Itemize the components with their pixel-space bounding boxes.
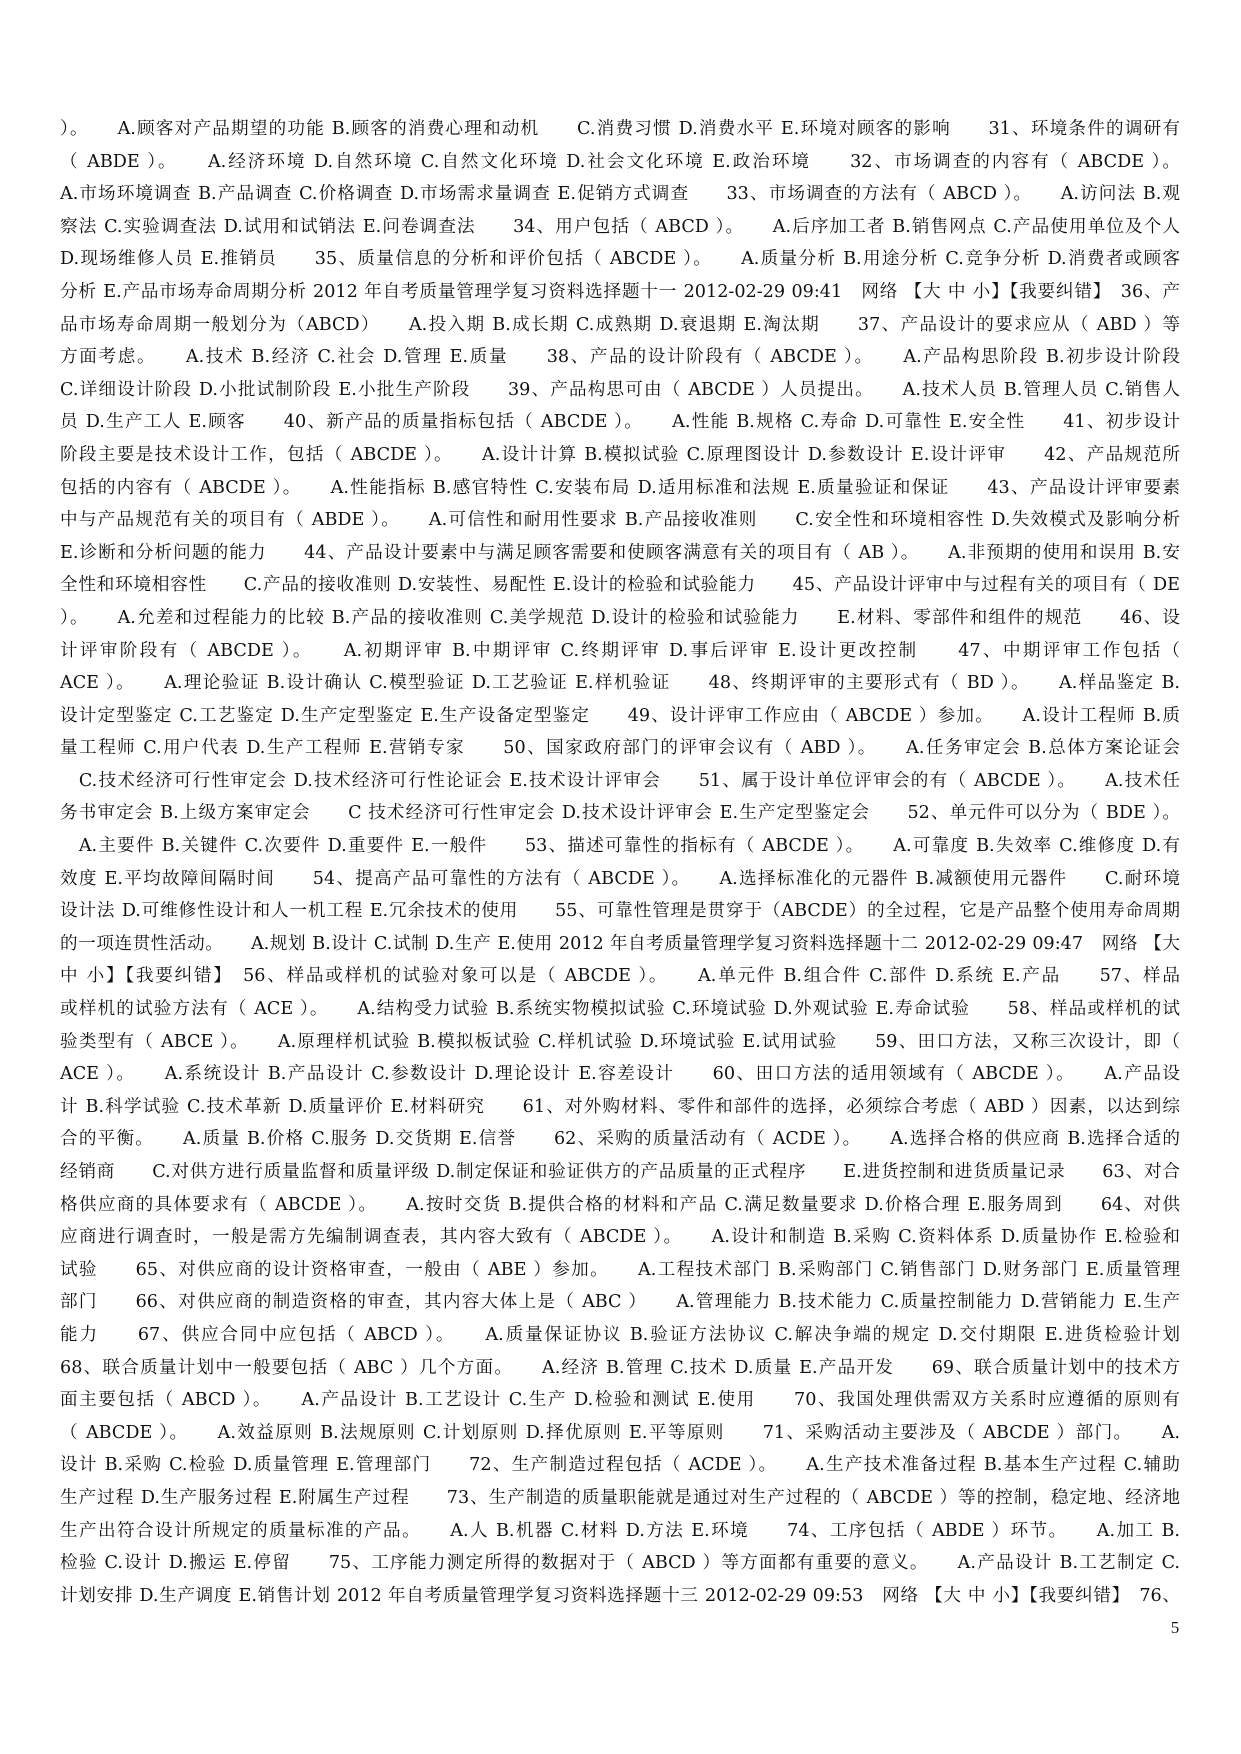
text-line: C.详细设计阶段 D.小批试制阶段 E.小批生产阶段 39、产品构思可由（ ABCDE ）人员提出。 A.技术人员 B.管理人员 C.销售人 bbox=[60, 379, 1180, 400]
text-line: ACE ）。 A.系统设计 B.产品设计 C.参数设计 D.理论设计 E.容差设计 60、田口方法的适用领域有（ ABCDE ）。 A.产品设 bbox=[60, 1064, 1180, 1085]
text-line: E.诊断和分析问题的能力 44、产品设计要素中与满足顾客需要和使顾客满意有关的项目有（ AB ）。 A.非预期的使用和误用 B.安 bbox=[60, 542, 1180, 563]
text-line: 计 B.科学试验 C.技术革新 D.质量评价 E.材料研究 61、对外购材料、零件和部件的选择，必须综合考虑（ ABD ）因素，以达到综 bbox=[60, 1096, 1180, 1117]
body-text bbox=[60, 113, 1180, 1612]
text-line: 检验 C.设计 D.搬运 E.停留 75、工序能力测定所得的数据对于（ ABCD ）等方面都有重要的意义。 A.产品设计 B.工艺制定 C. bbox=[60, 1553, 1180, 1574]
text-line: 员 D.生产工人 E.顾客 40、新产品的质量指标包括（ ABCDE ）。 A.性能 B.规格 C.寿命 D.可靠性 E.安全性 41、初步设计 bbox=[60, 412, 1180, 433]
page-number: 5 bbox=[1170, 1618, 1180, 1637]
text-line: ）。 A.允差和过程能力的比较 B.产品的接收准则 C.美学规范 D.设计的检验和试验能力 E.材料、零部件和组件的规范 46、设 bbox=[60, 607, 1180, 628]
text-line: 应商进行调查时，一般是需方先编制调查表，其内容大致有（ ABCDE ）。 A.设计和制造 B.采购 C.资料体系 D.质量协作 E.检验和 bbox=[60, 1227, 1180, 1248]
text-line: 面主要包括（ ABCD ）。 A.产品设计 B.工艺设计 C.生产 D.检验和测试 E.使用 70、我国处理供需双方关系时应遵循的原则有 bbox=[60, 1390, 1180, 1411]
text-line: 能力 67、供应合同中应包括（ ABCD ）。 A.质量保证协议 B.验证方法协议 C.解决争端的规定 D.交付期限 E.进货检验计划 bbox=[60, 1324, 1180, 1345]
text-line: 包括的内容有（ ABCDE ）。 A.性能指标 B.感官特性 C.安装布局 D.适用标准和法规 E.质量验证和保证 43、产品设计评审要素 bbox=[60, 477, 1180, 498]
text-line: （ ABDE ）。 A.经济环境 D.自然环境 C.自然文化环境 D.社会文化环境 E.政治环境 32、市场调查的内容有（ ABCDE ）。 bbox=[60, 151, 1180, 172]
text-line: 设计法 D.可维修性设计和人一机工程 E.冗余技术的使用 55、可靠性管理是贯穿于（ABCDE）的全过程，它是产品整个使用寿命周期 bbox=[60, 901, 1180, 922]
text-line: 验类型有（ ABCE ）。 A.原理样机试验 B.模拟板试验 C.样机试验 D.环境试验 E.试用试验 59、田口方法，又称三次设计，即（ bbox=[60, 1031, 1180, 1052]
text-line: 的一项连贯性活动。 A.规划 B.设计 C.试制 D.生产 E.使用 2012 年自考质量管理学复习资料选择题十二 2012-02-29 09:47 网络 【大 bbox=[60, 933, 1180, 954]
text-line: 分析 E.产品市场寿命周期分析 2012 年自考质量管理学复习资料选择题十一 2012-02-29 09:41 网络 【大 中 小】【我要纠错】 36、产 bbox=[60, 281, 1180, 302]
text-line: 68、联合质量计划中一般要包括（ ABC ）几个方面。 A.经济 B.管理 C.技术 D.质量 E.产品开发 69、联合质量计划中的技术方 bbox=[60, 1357, 1180, 1378]
text-line: 设计定型鉴定 C.工艺鉴定 D.生产定型鉴定 E.生产设备定型鉴定 49、设计评审工作应由（ ABCDE ）参加。 A.设计工程师 B.质 bbox=[60, 705, 1180, 726]
text-line: A.主要件 B.关键件 C.次要件 D.重要件 E.一般件 53、描述可靠性的指标有（ ABCDE ）。 A.可靠度 B.失效率 C.维修度 D.有 bbox=[60, 836, 1180, 857]
text-line: 部门 66、对供应商的制造资格的审查，其内容大体上是（ ABC ） A.管理能力 B.技术能力 C.质量控制能力 D.营销能力 E.生产 bbox=[60, 1292, 1180, 1313]
text-line: C.技术经济可行性审定会 D.技术经济可行性论证会 E.技术设计评审会 51、属于设计单位评审会的有（ ABCDE ）。 A.技术任 bbox=[60, 770, 1180, 791]
text-line: 全性和环境相容性 C.产品的接收准则 D.安装性、易配性 E.设计的检验和试验能力 45、产品设计评审中与过程有关的项目有（ DE bbox=[60, 575, 1180, 596]
text-line: 阶段主要是技术设计工作，包括（ ABCDE ）。 A.设计计算 B.模拟试验 C.原理图设计 D.参数设计 E.设计评审 42、产品规范所 bbox=[60, 444, 1180, 465]
text-line: A.市场环境调查 B.产品调查 C.价格调查 D.市场需求量调查 E.促销方式调查 33、市场调查的方法有（ ABCD ）。 A.访问法 B.观 bbox=[60, 184, 1180, 205]
text-line: （ ABCDE ）。 A.效益原则 B.法规原则 C.计划原则 D.择优原则 E.平等原则 71、采购活动主要涉及（ ABCDE ）部门。 A. bbox=[60, 1422, 1180, 1443]
text-line: 或样机的试验方法有（ ACE ）。 A.结构受力试验 B.系统实物模拟试验 C.环境试验 D.外观试验 E.寿命试验 58、样品或样机的试 bbox=[60, 999, 1180, 1020]
text-line: D.现场维修人员 E.推销员 35、质量信息的分析和评价包括（ ABCDE ）。 A.质量分析 B.用途分析 C.竞争分析 D.消费者或顾客 bbox=[60, 249, 1180, 270]
text-line: 生产过程 D.生产服务过程 E.附属生产过程 73、生产制造的质量职能就是通过对生产过程的（ ABCDE ）等的控制，稳定地、经济地 bbox=[60, 1487, 1180, 1508]
text-line: 察法 C.实验调查法 D.试用和试销法 E.问卷调查法 34、用户包括（ ABCD ）。 A.后序加工者 B.销售网点 C.产品使用单位及个人 bbox=[60, 216, 1180, 237]
text-line: 中 小】【我要纠错】 56、样品或样机的试验对象可以是（ ABCDE ）。 A.单元件 B.组合件 C.部件 D.系统 E.产品 57、样品 bbox=[60, 966, 1180, 987]
text-line: 品市场寿命周期一般划分为（ABCD） A.投入期 B.成长期 C.成熟期 D.衰退期 E.淘汰期 37、产品设计的要求应从（ ABD ）等 bbox=[60, 314, 1180, 335]
text-line: 生产出符合设计所规定的质量标准的产品。 A.人 B.机器 C.材料 D.方法 E.环境 74、工序包括（ ABDE ）环节。 A.加工 B. bbox=[60, 1520, 1180, 1541]
text-line: 设计 B.采购 C.检验 D.质量管理 E.管理部门 72、生产制造过程包括（ ACDE ）。 A.生产技术准备过程 B.基本生产过程 C.辅助 bbox=[60, 1455, 1180, 1476]
text-line: 合的平衡。 A.质量 B.价格 C.服务 D.交货期 E.信誉 62、采购的质量活动有（ ACDE ）。 A.选择合格的供应商 B.选择合适的 bbox=[60, 1129, 1180, 1150]
text-line: 格供应商的具体要求有（ ABCDE ）。 A.按时交货 B.提供合格的材料和产品 C.满足数量要求 D.价格合理 E.服务周到 64、对供 bbox=[60, 1194, 1180, 1215]
text-line: 经销商 C.对供方进行质量监督和质量评级 D.制定保证和验证供方的产品质量的正式程序 E.进货控制和进货质量记录 63、对合 bbox=[60, 1162, 1180, 1182]
text-line: 中与产品规范有关的项目有（ ABDE ）。 A.可信性和耐用性要求 B.产品接收准则 C.安全性和环境相容性 D.失效模式及影响分析 bbox=[60, 510, 1180, 531]
text-line: 量工程师 C.用户代表 D.生产工程师 E.营销专家 50、国家政府部门的评审会议有（ ABD ）。 A.任务审定会 B.总体方案论证会 bbox=[60, 738, 1180, 759]
text-line: ）。 A.顾客对产品期望的功能 B.顾客的消费心理和动机 C.消费习惯 D.消费水平 E.环境对顾客的影响 31、环境条件的调研有 bbox=[60, 119, 1180, 139]
text-line: 计评审阶段有（ ABCDE ）。 A.初期评审 B.中期评审 C.终期评审 D.事后评审 E.设计更改控制 47、中期评审工作包括（ bbox=[60, 640, 1180, 661]
text-line: ACE ）。 A.理论验证 B.设计确认 C.模型验证 D.工艺验证 E.样机验证 48、终期评审的主要形式有（ BD ）。 A.样品鉴定 B. bbox=[60, 673, 1180, 694]
text-line: 方面考虑。 A.技术 B.经济 C.社会 D.管理 E.质量 38、产品的设计阶段有（ ABCDE ）。 A.产品构思阶段 B.初步设计阶段 bbox=[60, 347, 1180, 368]
text-line: 计划安排 D.生产调度 E.销售计划 2012 年自考质量管理学复习资料选择题十三 2012-02-29 09:53 网络 【大 中 小】【我要纠错】 76、 bbox=[60, 1585, 1180, 1606]
text-line: 务书审定会 B.上级方案审定会 C 技术经济可行性审定会 D.技术设计评审会 E.生产定型鉴定会 52、单元件可以分为（ BDE ）。 bbox=[60, 803, 1180, 824]
text-line: 试验 65、对供应商的设计资格审查，一般由（ ABE ）参加。 A.工程技术部门 B.采购部门 C.销售部门 D.财务部门 E.质量管理 bbox=[60, 1259, 1180, 1280]
text-line: 效度 E.平均故障间隔时间 54、提高产品可靠性的方法有（ ABCDE ）。 A.选择标准化的元器件 B.减额使用元器件 C.耐环境 bbox=[60, 868, 1180, 889]
